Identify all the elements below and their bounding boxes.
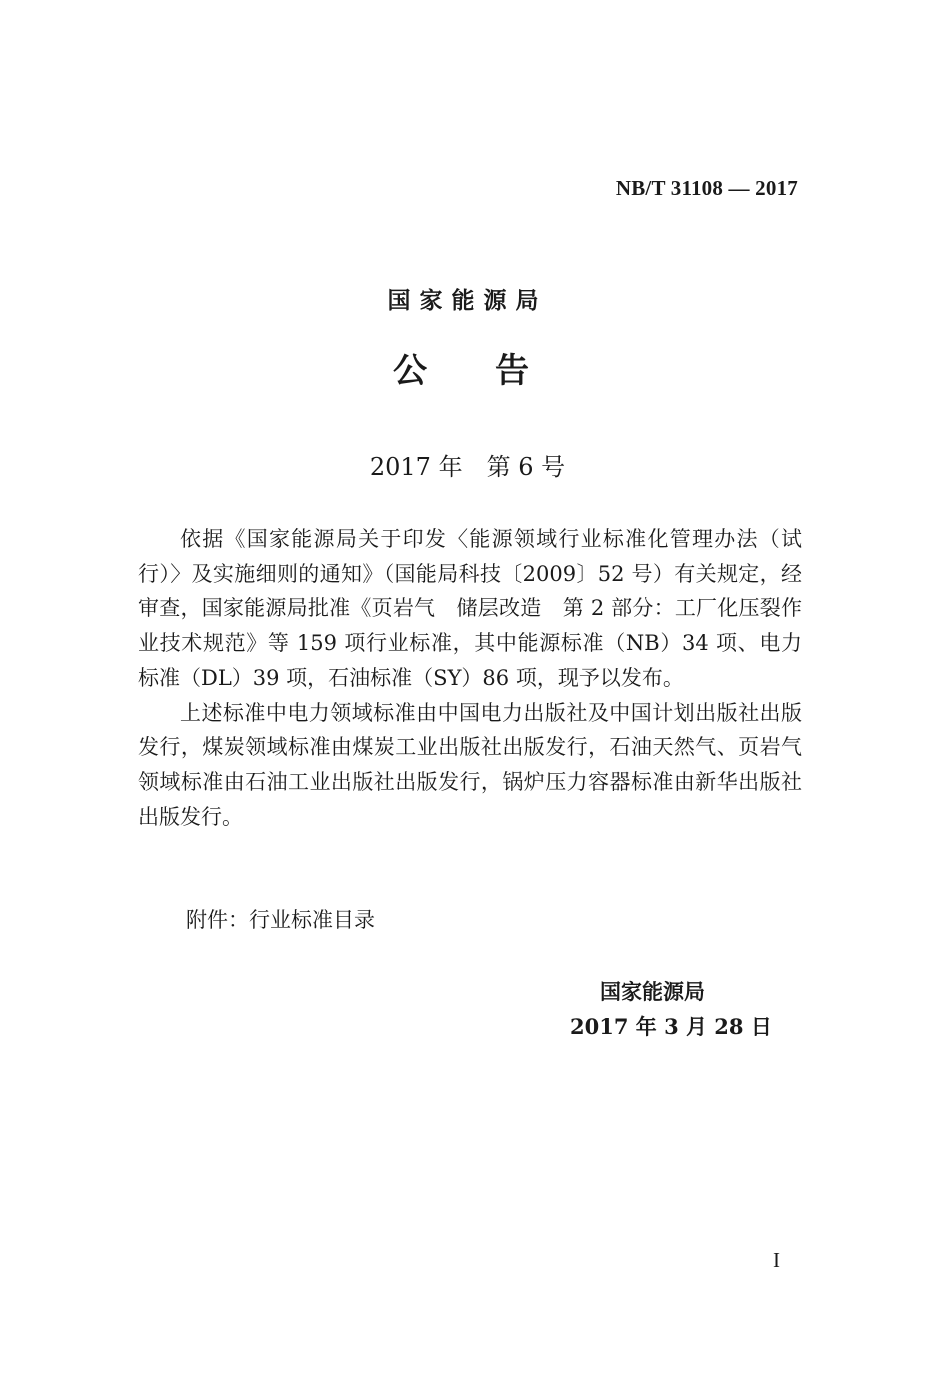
body-paragraph: 依据《国家能源局关于印发〈能源领域行业标准化管理办法（试行）〉及实施细则的通知》（国能局科技〔2009〕52 号）有关规定，经审查，国家能源局批准《页岩气 储层改造 第 2 部分：工厂化压裂作业技术规范》等 159 项行业标准，其中能源标准（NB）34 项、电力标准（DL）39 项，石油标准（SY）86 项，现予以发布。 [138, 527, 802, 690]
page-number: I [773, 1248, 780, 1272]
announcement-title: 公告 [393, 351, 597, 391]
announcement-number: 2017 年 第 6 号 [369, 453, 566, 481]
announcement-body [138, 522, 802, 834]
body-paragraph: 上述标准中电力领域标准由中国电力出版社及中国计划出版社出版发行，煤炭领域标准由煤炭工业出版社出版发行，石油天然气、页岩气领域标准由石油工业出版社出版发行，锅炉压力容器标准由新华出版社出版发行。 [138, 700, 802, 829]
attachment-line: 附件：行业标准目录 [186, 908, 375, 932]
signature-organization: 国家能源局 [600, 980, 705, 1004]
signature-date: 2017 年 3 月 28 日 [570, 1014, 772, 1039]
standard-code: NB/T 31108 — 2017 [615, 176, 798, 200]
issuer-heading: 国家能源局 [387, 288, 548, 314]
